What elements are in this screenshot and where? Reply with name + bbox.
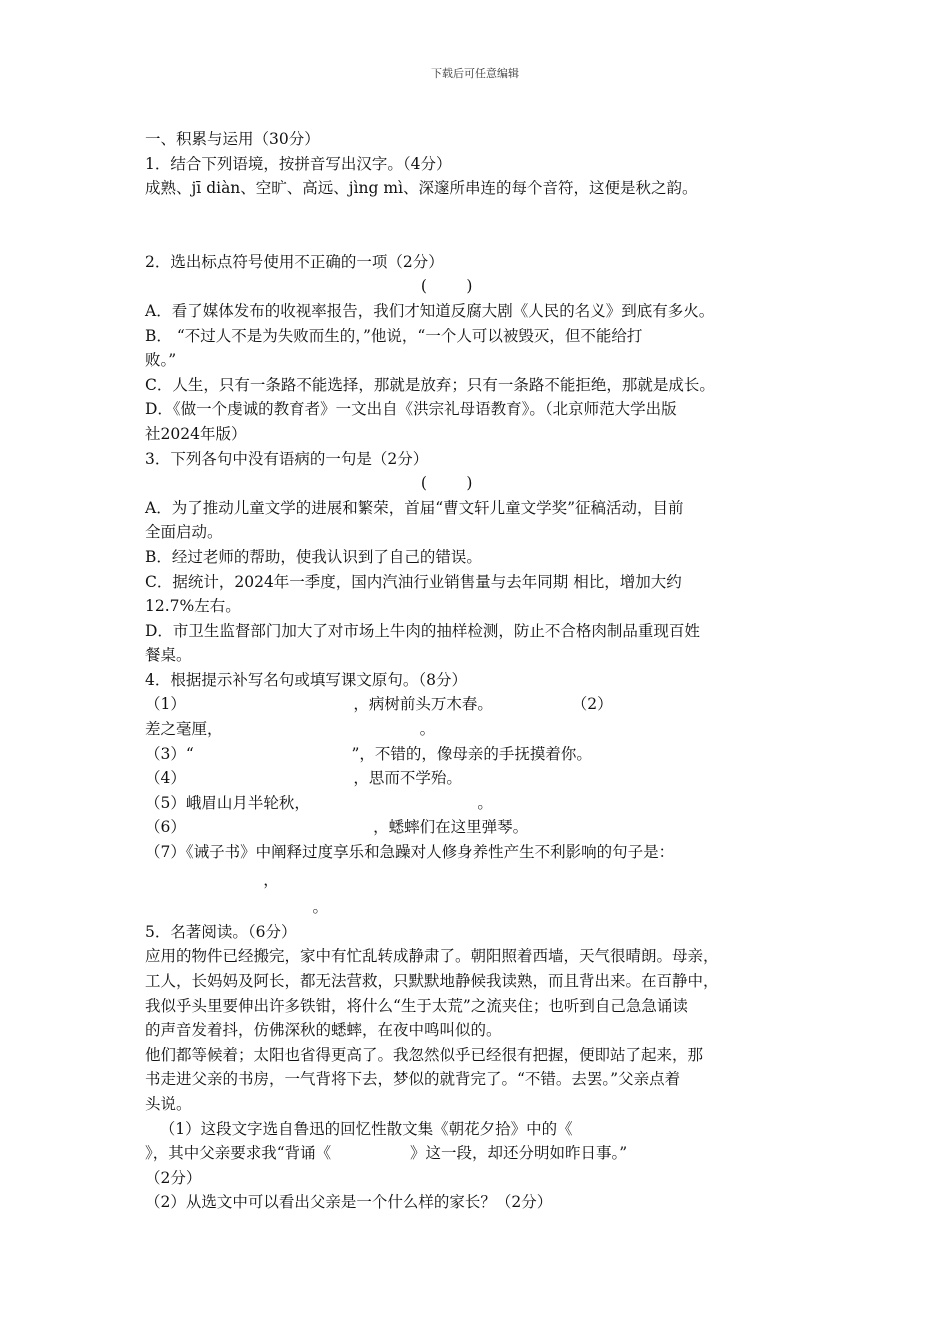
page-header: 下载后可任意编辑 [431, 67, 519, 80]
question-4: 4．根据提示补写名句或填写课文原句。（8分） [145, 670, 467, 689]
passage-line: 工人，长妈妈及阿长，都无法营救，只默默地静候我读熟，而且背出来。在百静中， [145, 972, 719, 990]
option-a-cont: 全面启动。 [145, 523, 223, 542]
question-1-text: 成熟、jī diàn、空旷、高远、jìng mì、深邃所串连的每个音符，这便是秋之韵。 [145, 179, 698, 198]
passage-line: 头说。 [145, 1094, 192, 1113]
document-body [145, 127, 825, 1215]
option-b: B． “不过人不是为失败而生的，”他说，“一个人可以被毁灭，但不能给打 [145, 326, 643, 345]
option-d-cont: 餐桌。 [145, 646, 192, 665]
passage-line: 他们都等候着；太阳也省得更高了。我忽然似乎已经很有把握，便即站了起来，那 [145, 1045, 704, 1064]
option-d: D．《做一个虔诚的教育者》一文出自《洪宗礼母语教育》。（北京师范大学出版 [145, 400, 677, 419]
passage-line: 应用的物件已经搬完，家中有忙乱转成静肃了。朝阳照着西墙，天气很晴朗。母亲， [145, 947, 719, 966]
section-heading: 一、积累与运用（30分） [145, 130, 320, 148]
option-c-cont: 12.7%左右。 [145, 597, 241, 616]
subquestion-1-cont: 》，其中父亲要求我“背诵《 》这一段，却还分明如昨日事。” [145, 1144, 628, 1163]
answer-bracket: ( ) [145, 474, 473, 493]
fill-6: （6） ，蟋蟀们在这里弹琴。 [145, 818, 529, 837]
option-c: C．据统计，2024年一季度，国内汽油行业销售量与去年同期 相比，增加大约 [145, 572, 682, 591]
option-b-cont: 败。” [145, 351, 177, 370]
blank-gap [145, 201, 825, 250]
fill-1: （1） ，病树前头万木春。 （2） [145, 695, 613, 714]
option-b: B．经过老师的帮助，使我认识到了自己的错误。 [145, 547, 482, 566]
passage-line: 的声音发着抖，仿佛深秋的蟋蟀，在夜中鸣叫似的。 [145, 1021, 502, 1040]
fill-5: （5）峨眉山月半轮秋， 。 [145, 793, 493, 812]
fill-7-blank: ， [145, 870, 279, 889]
fill-7: （7）《诫子书》中阐释过度享乐和急躁对人修身养性产生不利影响的句子是： [145, 843, 675, 862]
subquestion-1-score: （2分） [145, 1168, 202, 1187]
fill-4: （4） ，思而不学殆。 [145, 769, 462, 788]
subquestion-2: （2）从选文中可以看出父亲是一个什么样的家长？（2分） [145, 1193, 553, 1212]
answer-bracket: ( ) [145, 277, 473, 296]
option-d: D．市卫生监督部门加大了对市场上牛肉的抽样检测，防止不合格肉制品重现百姓 [145, 621, 700, 640]
passage-line: 我似乎头里要伸出许多铁钳，将什么“生于太荒”之流夹住；也听到自己急急诵读 [145, 996, 688, 1015]
fill-7-blank-end: 。 [145, 898, 329, 917]
question-3: 3．下列各句中没有语病的一句是（2分） [145, 449, 429, 468]
option-c: C．人生，只有一条路不能选择，那就是放弃；只有一条路不能拒绝，那就是成长。 [145, 375, 715, 394]
fill-2: 差之毫厘， 。 [145, 720, 436, 739]
option-a: A．看了媒体发布的收视率报告，我们才知道反腐大剧《人民的名义》到底有多火。 [145, 301, 715, 320]
option-d-cont: 社2024年版） [145, 424, 247, 443]
option-a: A．为了推动儿童文学的进展和繁荣，首届“曹文轩儿童文学奖”征稿活动，目前 [145, 498, 684, 517]
passage-line: 书走进父亲的书房，一气背将下去，梦似的就背完了。“不错。去罢。”父亲点着 [145, 1070, 681, 1089]
question-2: 2．选出标点符号使用不正确的一项（2分） [145, 252, 444, 271]
fill-3: （3）“ ”，不错的，像母亲的手抚摸着你。 [145, 744, 592, 763]
subquestion-1: （1）这段文字选自鲁迅的回忆性散文集《朝花夕拾》中的《 [145, 1119, 573, 1138]
question-1: 1．结合下列语境，按拼音写出汉字。（4分） [145, 154, 452, 173]
question-5: 5．名著阅读。（6分） [145, 922, 297, 941]
